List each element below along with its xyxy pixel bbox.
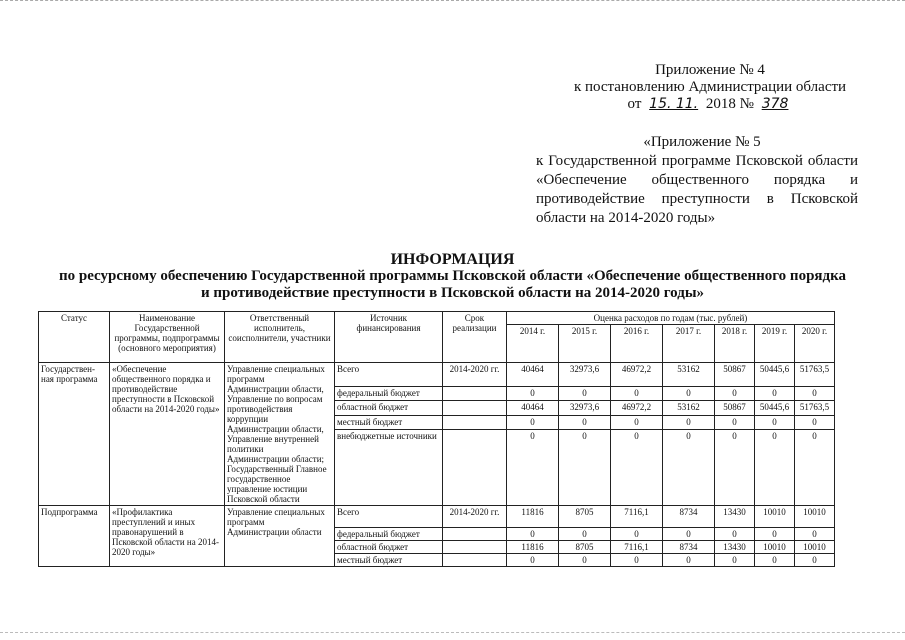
- value-cell: 13430: [715, 506, 755, 528]
- value-cell: 0: [507, 554, 559, 567]
- resource-table: [38, 311, 835, 567]
- value-cell: 0: [663, 387, 715, 401]
- value-cell: 0: [795, 554, 835, 567]
- header-year: 2018 г.: [715, 325, 755, 363]
- header-year: 2017 г.: [663, 325, 715, 363]
- title-line-2: и противодействие преступности в Псковской области на 2014-2020 годы»: [200, 285, 705, 301]
- executor-line: Управление специальных программ: [227, 364, 325, 384]
- value-cell: 0: [795, 387, 835, 401]
- appendix-4-header: [560, 62, 860, 113]
- value-cell: 0: [795, 415, 835, 429]
- document-title: [0, 251, 905, 302]
- appendix-5-title: «Приложение № 5: [643, 134, 761, 150]
- value-cell: 50445,6: [755, 363, 795, 387]
- value-cell: 0: [755, 415, 795, 429]
- header-term: Срок реализации: [443, 312, 507, 363]
- value-cell: 0: [611, 528, 663, 541]
- term-cell: 2014-2020 гг.: [443, 506, 507, 528]
- value-cell: 0: [611, 430, 663, 506]
- header-year: 2020 г.: [795, 325, 835, 363]
- value-cell: 0: [715, 387, 755, 401]
- value-cell: 32973,6: [559, 363, 611, 387]
- title-line-1: по ресурсному обеспечению Государственной программы Псковской области «Обеспечение общественного порядка: [58, 268, 847, 284]
- source-cell: местный бюджет: [335, 554, 443, 567]
- value-cell: 53162: [663, 401, 715, 415]
- term-empty-cell: [443, 415, 507, 429]
- value-cell: 51763,5: [795, 401, 835, 415]
- value-cell: 0: [507, 528, 559, 541]
- source-cell: внебюджетные источники: [335, 430, 443, 506]
- header-year: 2015 г.: [559, 325, 611, 363]
- value-cell: 7116,1: [611, 506, 663, 528]
- appendix-5-body: к Государственной программе Псковской области «Обеспечение общественного порядка и противодействие преступности в Псковской области на 2014-2020 годы»: [536, 153, 858, 226]
- appendix-4-title: Приложение № 4: [655, 62, 765, 78]
- executor-line: Администрации области,: [227, 384, 324, 394]
- value-cell: 10010: [795, 506, 835, 528]
- executor-line: Администрации области: [227, 527, 322, 537]
- value-cell: 0: [507, 415, 559, 429]
- value-cell: 0: [559, 430, 611, 506]
- value-cell: 10010: [755, 506, 795, 528]
- header-executor: Ответственный исполнитель, соисполнители, участники: [225, 312, 335, 363]
- value-cell: 0: [715, 430, 755, 506]
- appendix-4-date-line: [560, 96, 860, 113]
- value-cell: 7116,1: [611, 541, 663, 554]
- term-empty-cell: [443, 430, 507, 506]
- value-cell: 0: [559, 415, 611, 429]
- value-cell: 0: [715, 554, 755, 567]
- source-cell: областной бюджет: [335, 541, 443, 554]
- status-cell: Подпрограмма: [39, 506, 110, 567]
- executor-cell: [225, 506, 335, 567]
- handwritten-number: 378: [761, 96, 789, 112]
- header-year: 2014 г.: [507, 325, 559, 363]
- value-cell: 0: [755, 554, 795, 567]
- source-cell: федеральный бюджет: [335, 387, 443, 401]
- executor-line: Администрации области;: [227, 454, 325, 464]
- value-cell: 50867: [715, 363, 755, 387]
- program-name-cell: «Обеспечение общественного порядка и противодействие преступности в Псковской области на 2014-2020 годы»: [110, 363, 225, 506]
- value-cell: 13430: [715, 541, 755, 554]
- executor-line: Администрации области,: [227, 424, 324, 434]
- scan-edge-bottom: [0, 632, 905, 636]
- value-cell: 0: [663, 554, 715, 567]
- value-cell: 0: [663, 430, 715, 506]
- value-cell: 0: [507, 430, 559, 506]
- value-cell: 50445,6: [755, 401, 795, 415]
- status-cell: Государствен-ная программа: [39, 363, 110, 506]
- title-heading: ИНФОРМАЦИЯ: [390, 251, 515, 268]
- term-empty-cell: [443, 387, 507, 401]
- value-cell: 11816: [507, 541, 559, 554]
- value-cell: 0: [795, 528, 835, 541]
- value-cell: 0: [755, 528, 795, 541]
- value-cell: 8705: [559, 541, 611, 554]
- value-cell: 0: [611, 415, 663, 429]
- value-cell: 51763,5: [795, 363, 835, 387]
- header-status: Статус: [39, 312, 110, 363]
- value-cell: 0: [559, 554, 611, 567]
- subprogram-name-cell: «Профилактика преступлений и иных правонарушений в Псковской области на 2014-2020 годы»: [110, 506, 225, 567]
- value-cell: 8734: [663, 541, 715, 554]
- date-prefix: от: [627, 96, 642, 112]
- value-cell: 0: [611, 387, 663, 401]
- value-cell: 53162: [663, 363, 715, 387]
- value-cell: 8734: [663, 506, 715, 528]
- value-cell: 50867: [715, 401, 755, 415]
- date-year: 2018 №: [705, 96, 754, 112]
- header-name: Наименование Государственной программы, подпрограммы (основного мероприятия): [110, 312, 225, 363]
- value-cell: 46972,2: [611, 401, 663, 415]
- value-cell: 40464: [507, 401, 559, 415]
- value-cell: 0: [559, 387, 611, 401]
- appendix-4-resolution: к постановлению Администрации области: [573, 79, 847, 95]
- scan-edge-top: [0, 0, 905, 4]
- value-cell: 0: [663, 528, 715, 541]
- value-cell: 0: [507, 387, 559, 401]
- value-cell: 32973,6: [559, 401, 611, 415]
- executor-line: Государственный Главное государственное управление юстиции Псковской области: [227, 464, 327, 504]
- source-cell: федеральный бюджет: [335, 528, 443, 541]
- executor-line: Управление специальных программ: [227, 507, 325, 527]
- value-cell: 0: [755, 387, 795, 401]
- source-cell: областной бюджет: [335, 401, 443, 415]
- source-cell: местный бюджет: [335, 415, 443, 429]
- executor-line: Управление по вопросам противодействия коррупции: [227, 394, 323, 424]
- value-cell: 40464: [507, 363, 559, 387]
- value-cell: 0: [795, 430, 835, 506]
- value-cell: 0: [559, 528, 611, 541]
- value-cell: 10010: [755, 541, 795, 554]
- term-cell: 2014-2020 гг.: [443, 363, 507, 387]
- header-estimate: Оценка расходов по годам (тыс. рублей): [507, 312, 835, 325]
- term-empty-cell: [443, 528, 507, 541]
- appendix-5-header: [536, 133, 858, 228]
- term-empty-cell: [443, 401, 507, 415]
- value-cell: 46972,2: [611, 363, 663, 387]
- value-cell: 10010: [795, 541, 835, 554]
- source-cell: Всего: [335, 363, 443, 387]
- value-cell: 0: [755, 430, 795, 506]
- handwritten-date: 15. 11.: [649, 96, 699, 112]
- value-cell: 0: [715, 415, 755, 429]
- header-year: 2016 г.: [611, 325, 663, 363]
- value-cell: 11816: [507, 506, 559, 528]
- header-year: 2019 г.: [755, 325, 795, 363]
- value-cell: 0: [715, 528, 755, 541]
- term-empty-cell: [443, 541, 507, 554]
- source-cell: Всего: [335, 506, 443, 528]
- executor-line: Управление внутренней политики: [227, 434, 319, 454]
- value-cell: 8705: [559, 506, 611, 528]
- term-empty-cell: [443, 554, 507, 567]
- executor-cell: [225, 363, 335, 506]
- value-cell: 0: [611, 554, 663, 567]
- value-cell: 0: [663, 415, 715, 429]
- header-source: Источник финансирования: [335, 312, 443, 363]
